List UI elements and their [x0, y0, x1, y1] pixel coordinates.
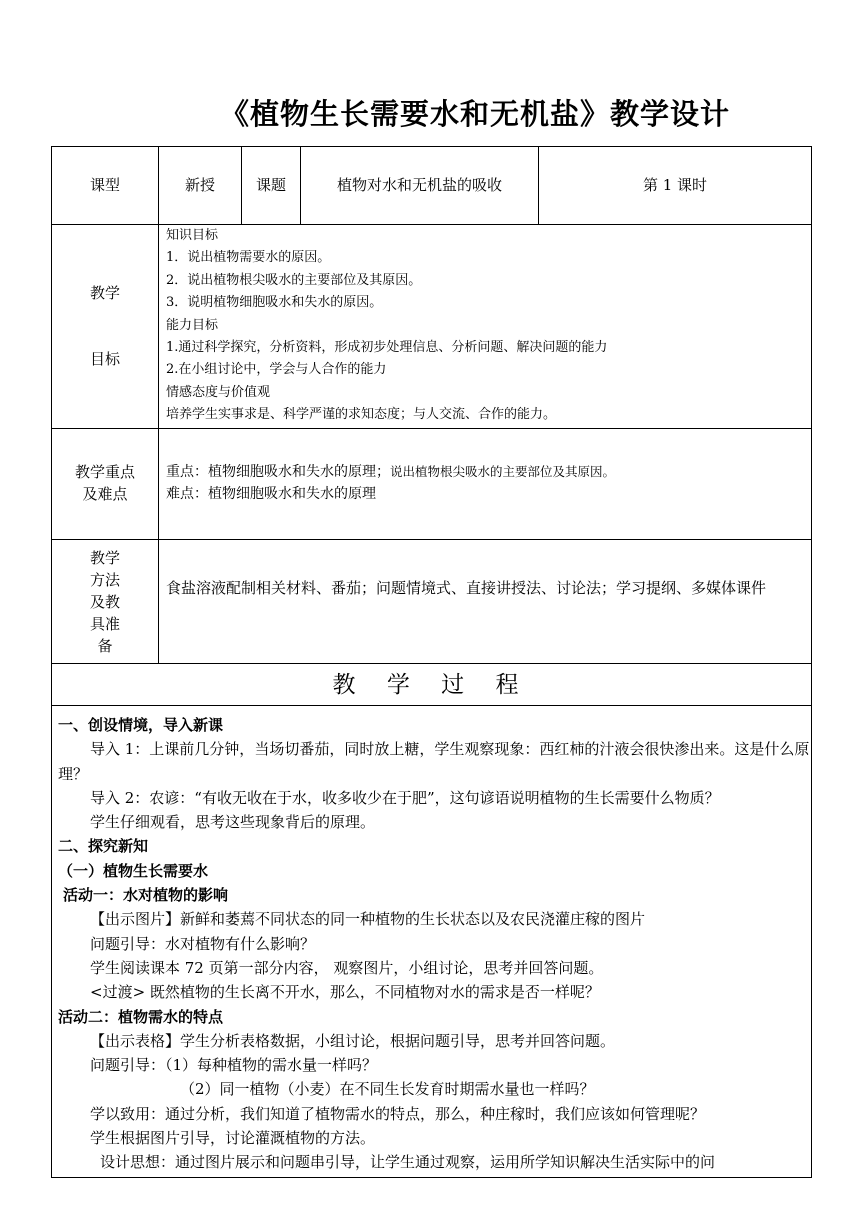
column-divider: [158, 147, 159, 663]
row-divider: [52, 705, 811, 706]
objective-line: 3．说明植物细胞吸水和失水的原因。: [166, 295, 383, 311]
paragraph: 问题引导：水对植物有什么影响？: [90, 934, 316, 953]
subsection-heading: （一）植物生长需要水: [58, 861, 209, 880]
paragraph: 学生阅读课本 72 页第一部分内容， 观察图片，小组讨论，思考并回答问题。: [90, 958, 604, 977]
section-heading: 一、创设情境，导入新课: [58, 716, 224, 734]
key-point-line: [166, 461, 806, 483]
objective-line: 1．说出植物需要水的原因。: [166, 250, 331, 266]
objective-line: 知识目标: [166, 228, 219, 243]
objectives-label: [52, 225, 158, 428]
paragraph: 设计思想：通过图片展示和问题串引导，让学生通过观察，运用所学知识解决生活实际中的问: [100, 1153, 716, 1172]
objective-line: 1.通过科学探究，分析资料，形成初步处理信息、分析问题、解决问题的能力: [166, 340, 608, 356]
lesson-type-label: 课型: [89, 175, 120, 194]
class-period: 第 1 课时: [642, 175, 708, 194]
methods-label-line: 备: [97, 636, 113, 655]
activity-heading: 活动二：植物需水的特点: [58, 1007, 224, 1026]
paragraph: <过渡> 既然植物的生长离不开水，那么，不同植物对水的需求是否一样呢？: [90, 983, 600, 1002]
topic-value: 植物对水和无机盐的吸收: [336, 175, 502, 194]
objective-line: 情感态度与价值观: [166, 384, 271, 400]
lesson-plan-table: [51, 146, 812, 1178]
paragraph: （2）同一植物（小麦）在不同生长发育时期需水量也一样吗？: [180, 1080, 595, 1099]
methods-label-line: 方法: [89, 570, 120, 589]
key-point-extra: 说出植物根尖吸水的主要部位及其原因。: [390, 464, 616, 479]
paragraph: 导入 1：上课前几分钟，当场切番茄，同时放上糖，学生观察现象：西红柿的汁液会很快渗出来。这是什么原理？: [58, 740, 810, 783]
methods-label-line: 教学: [89, 548, 120, 567]
document-title: 《植物生长需要水和无机盐》教学设计: [219, 97, 730, 131]
key-points-label: [52, 429, 158, 539]
row-divider: [52, 428, 811, 429]
key-point-main: 重点：植物细胞吸水和失水的原理；: [166, 464, 390, 480]
paragraph: 学以致用：通过分析，我们知道了植物需水的特点，那么，种庄稼时，我们应该如何管理呢？: [90, 1104, 706, 1123]
row-divider: [52, 539, 811, 540]
key-points-content: [166, 461, 806, 505]
row-divider: [52, 663, 811, 664]
key-points-label-line: 教学重点: [74, 463, 135, 482]
objective-line: 2.在小组讨论中，学会与人合作的能力: [166, 362, 387, 378]
key-points-label-line: 及难点: [82, 485, 128, 503]
paragraph: 【出示表格】学生分析表格数据，小组讨论，根据问题引导，思考并回答问题。: [90, 1031, 616, 1050]
paragraph: 导入 2：农谚：“有收无收在于水，收多收少在于肥”，这句谚语说明植物的生长需要什么物质？: [90, 788, 720, 807]
methods-label: [52, 540, 158, 663]
difficulty-line: 难点：植物细胞吸水和失水的原理: [166, 486, 376, 502]
topic-label: 课题: [255, 175, 286, 194]
paragraph: 问题引导：（1）每种植物的需水量一样吗？: [90, 1056, 378, 1075]
activity-heading: 活动一：水对植物的影响: [63, 886, 229, 905]
methods-label-line: 具准: [89, 614, 120, 633]
paragraph: 学生根据图片引导，讨论灌溉植物的方法。: [90, 1129, 376, 1148]
objective-line: 培养学生实事求是、科学严谨的求知态度；与人交流、合作的能力。: [166, 407, 557, 423]
objective-line: 能力目标: [166, 317, 219, 333]
objectives-content: [166, 225, 806, 427]
section-heading: 二、探究新知: [58, 837, 149, 856]
methods-content: 食盐溶液配制相关材料、番茄；问题情境式、直接讲授法、讨论法；学习提纲、多媒体课件: [166, 579, 767, 597]
objective-line: 2．说出植物根尖吸水的主要部位及其原因。: [166, 272, 422, 288]
paragraph: 学生仔细观看，思考这些现象背后的原理。: [90, 813, 376, 832]
objectives-label-line: 目标: [89, 349, 120, 368]
methods-label-line: 及教: [89, 592, 120, 611]
paragraph: 【出示图片】新鲜和萎蔫不同状态的同一种植物的生长状态以及农民浇灌庄稼的图片: [90, 910, 646, 929]
objectives-label-line: 教学: [89, 283, 120, 302]
process-heading: 教 学 过 程: [332, 672, 531, 698]
process-content: [58, 713, 812, 1175]
lesson-type-value: 新授: [184, 175, 215, 194]
